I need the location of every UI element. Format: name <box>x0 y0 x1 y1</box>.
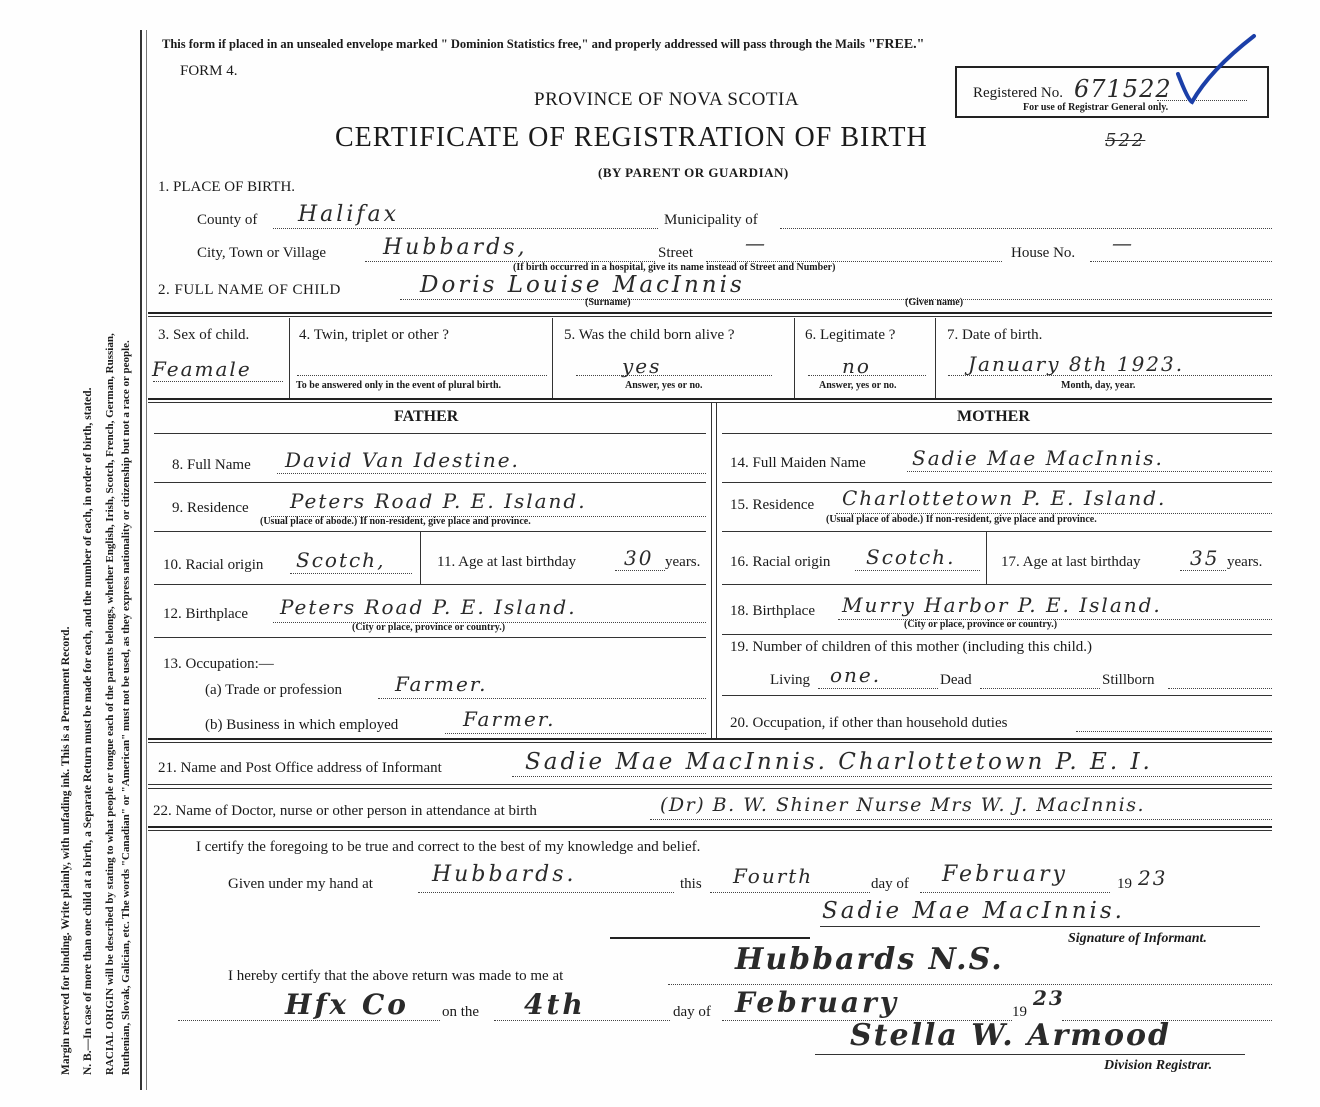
registrar-signature: Stella W. Armood <box>850 1018 1172 1053</box>
father-race-label: 10. Racial origin <box>163 557 264 573</box>
mother-age-label: 17. Age at last birthday <box>1001 554 1141 570</box>
year-suffix: 23 <box>1138 866 1168 890</box>
dob-label: 7. Date of birth. <box>947 327 1043 343</box>
father-heading: FATHER <box>394 408 459 425</box>
given-place-value: Hubbards. <box>432 862 577 887</box>
this-day-value: Fourth <box>733 864 814 888</box>
dayof2-label: day of <box>673 1004 711 1020</box>
alive-label: 5. Was the child born alive ? <box>564 327 735 343</box>
margin-rule-inner <box>146 30 147 1090</box>
attendant-label: 22. Name of Doctor, nurse or other person in attendance at birth <box>153 803 537 819</box>
dayof-label: day of <box>871 876 909 892</box>
father-business-label: (b) Business in which employed <box>205 717 399 733</box>
father-trade-label: (a) Trade or profession <box>205 682 343 698</box>
informant-value: Sadie Mae MacInnis. Charlottetown P. E. I. <box>525 749 1153 775</box>
place-of-birth-heading: 1. PLACE OF BIRTH. <box>158 179 296 195</box>
mail-notice-free: "FREE." <box>868 37 925 52</box>
father-residence-label: 9. Residence <box>172 500 249 516</box>
mother-living-label: Living <box>770 672 810 688</box>
hospital-note: (If birth occurred in a hospital, give its name instead of Street and Number) <box>513 262 836 273</box>
mother-age-value: 35 <box>1190 546 1220 570</box>
mother-race-value: Scotch. <box>866 545 956 569</box>
child-name-value: Doris Louise MacInnis <box>420 272 745 298</box>
given-under-label: Given under my hand at <box>228 876 373 892</box>
dob-value: January 8th 1923. <box>968 352 1185 376</box>
year2-prefix: 19 <box>1012 1004 1027 1020</box>
mother-children-label: 19. Number of children of this mother (including this child.) <box>730 639 1093 655</box>
registrar-certify-label: I hereby certify that the above return was made to me at <box>228 968 564 984</box>
margin-line-3: RACIAL ORIGIN will be described by stating to what people or tongue each of the parents belongs, whether English, Irish, Scotch, French, German, Russian, <box>104 333 116 1075</box>
registrar-county-value: Hfx Co <box>285 988 409 1021</box>
mail-notice-text: This form if placed in an unsealed envelope marked " Dominion Statistics free," and properly addressed will pass through the Mails <box>162 37 869 51</box>
registered-number: 671522 <box>1074 75 1172 103</box>
on-the-label: on the <box>442 1004 480 1020</box>
father-age-unit: years. <box>665 554 701 570</box>
twin-label: 4. Twin, triplet or other ? <box>299 327 449 343</box>
legitimate-label: 6. Legitimate ? <box>805 327 896 343</box>
mail-notice <box>162 37 924 53</box>
street-value: — <box>745 231 767 255</box>
month2-value: February <box>735 986 900 1019</box>
this-label: this <box>680 876 702 892</box>
alive-note: Answer, yes or no. <box>625 380 703 391</box>
mother-birthplace-label: 18. Birthplace <box>730 603 815 619</box>
father-business-value: Farmer. <box>463 707 556 731</box>
father-birthplace-note: (City or place, province or country.) <box>352 622 506 633</box>
year-prefix: 19 <box>1117 876 1132 892</box>
mother-heading: MOTHER <box>957 408 1030 425</box>
margin-rule <box>140 30 142 1090</box>
sex-label: 3. Sex of child. <box>158 327 250 343</box>
informant-label: 21. Name and Post Office address of Informant <box>158 760 442 776</box>
surname-note: (Surname) <box>585 297 631 308</box>
dob-note: Month, day, year. <box>1061 380 1136 391</box>
attendant-value: (Dr) B. W. Shiner Nurse Mrs W. J. MacInnis. <box>660 794 1146 816</box>
county-label: County of <box>197 212 258 228</box>
legitimate-note: Answer, yes or no. <box>819 380 897 391</box>
municipality-label: Municipality of <box>664 212 758 228</box>
province-heading: PROVINCE OF NOVA SCOTIA <box>534 89 800 110</box>
mother-birthplace-note: (City or place, province or country.) <box>904 619 1058 630</box>
page-title: CERTIFICATE OF REGISTRATION OF BIRTH <box>335 122 928 153</box>
registrar-note: For use of Registrar General only. <box>1023 102 1169 113</box>
mother-age-unit: years. <box>1227 554 1263 570</box>
house-label: House No. <box>1011 245 1076 261</box>
father-occupation-label: 13. Occupation:— <box>163 656 274 672</box>
father-birthplace-label: 12. Birthplace <box>163 606 248 622</box>
twin-note: To be answered only in the event of plural birth. <box>296 380 502 391</box>
father-birthplace-value: Peters Road P. E. Island. <box>280 595 577 619</box>
margin-instructions <box>0 0 140 1107</box>
margin-line-2: N. B.—In case of more than one child at a birth, a Separate Return must be made for each, and the number of each, in order of birth, stated. <box>82 387 94 1075</box>
father-age-label: 11. Age at last birthday <box>437 554 576 570</box>
informant-signature: Sadie Mae MacInnis. <box>822 898 1125 924</box>
father-name-label: 8. Full Name <box>172 457 251 473</box>
given-note: (Given name) <box>905 297 964 308</box>
father-name-value: David Van Idestine. <box>285 448 520 472</box>
mother-name-value: Sadie Mae MacInnis. <box>912 446 1164 470</box>
year2-suffix: 23 <box>1033 986 1065 1010</box>
margin-line-1: Margin reserved for binding. Write plainly, with unfading ink. This is a Permanent Record. <box>60 626 72 1075</box>
mother-living-value: one. <box>830 663 882 687</box>
informant-signature-label: Signature of Informant. <box>1068 931 1207 946</box>
street-label: Street <box>658 245 693 261</box>
certify-statement: I certify the foregoing to be true and correct to the best of my knowledge and belief. <box>196 839 701 855</box>
mother-residence-label: 15. Residence <box>730 497 815 513</box>
father-race-value: Scotch, <box>296 548 386 572</box>
registrar-title: Division Registrar. <box>1104 1058 1213 1073</box>
mother-residence-value: Charlottetown P. E. Island. <box>842 486 1167 510</box>
father-age-value: 30 <box>624 546 654 570</box>
margin-line-4: Ruthenian, Slovak, Galician, etc. The words "Canadian" or "American" must not be used, as they express nationality or citizenship but not a race or people. <box>120 340 132 1075</box>
city-value: Hubbards, <box>383 235 528 260</box>
legitimate-value: no <box>842 354 871 378</box>
father-trade-value: Farmer. <box>395 672 488 696</box>
page-subtitle: (BY PARENT OR GUARDIAN) <box>598 165 789 180</box>
mother-stillborn-label: Stillborn <box>1102 672 1155 688</box>
mother-birthplace-value: Murry Harbor P. E. Island. <box>842 593 1162 617</box>
check-mark-icon <box>1170 30 1260 110</box>
father-residence-value: Peters Road P. E. Island. <box>290 489 587 513</box>
title-handwritten-number: 522 <box>1105 130 1146 151</box>
on-the-day-value: 4th <box>524 988 586 1021</box>
registered-label: Registered No. <box>973 85 1063 101</box>
registrar-place-value: Hubbards N.S. <box>735 942 1004 977</box>
mother-dead-label: Dead <box>940 672 972 688</box>
child-name-label: 2. FULL NAME OF CHILD <box>158 282 341 298</box>
mother-race-label: 16. Racial origin <box>730 554 831 570</box>
father-residence-note: (Usual place of abode.) If non-resident, give place and province. <box>260 516 531 527</box>
month-value: February <box>942 862 1068 887</box>
house-value: — <box>1112 231 1134 255</box>
county-value: Halifax <box>298 202 400 227</box>
sex-value: Feamale <box>152 357 252 381</box>
mother-name-label: 14. Full Maiden Name <box>730 455 866 471</box>
mother-occupation-label: 20. Occupation, if other than household duties <box>730 715 1008 731</box>
form-number: FORM 4. <box>180 63 238 79</box>
mother-residence-note: (Usual place of abode.) If non-resident, give place and province. <box>826 514 1097 525</box>
city-label: City, Town or Village <box>197 245 327 261</box>
alive-value: yes <box>622 354 662 378</box>
